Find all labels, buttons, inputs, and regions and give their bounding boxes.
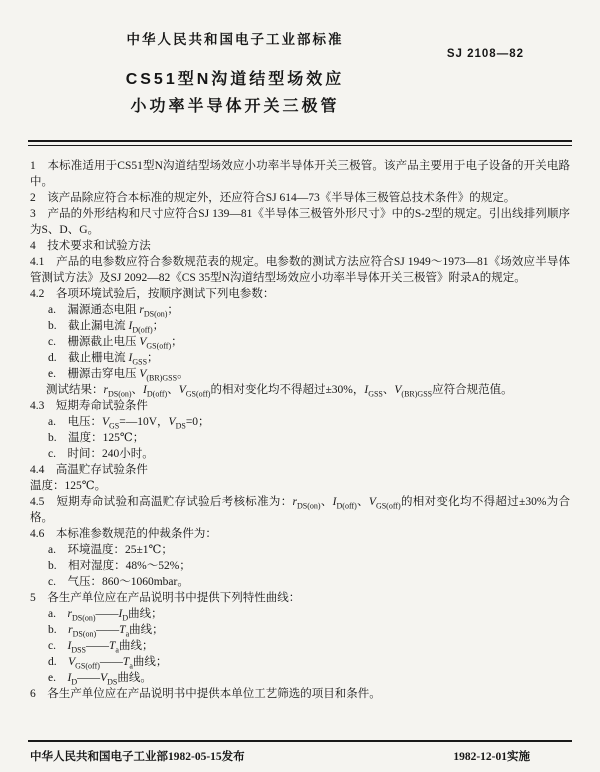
document-title-line2: 小功率半导体开关三极管: [130, 98, 340, 115]
clause-5: 5 各生产单位应在产品说明书中提供下列特性曲线：: [30, 592, 301, 604]
item-4-6-b: b. 相对湿度：48%～52%；: [48, 560, 191, 572]
header-rule-thick: [28, 140, 572, 142]
document-header: [0, 0, 600, 146]
header-rule: [28, 140, 572, 146]
document-title-block: [0, 66, 470, 120]
item-4-3-c: c. 时间：240小时。: [48, 448, 154, 460]
item-5-e: e. $I_D——V_{DS}$曲线。: [48, 672, 152, 687]
item-4-3-a: a. 电压：$V_{GS}=—10V$，$V_{DS}=0$；: [48, 416, 210, 431]
footer-row: [30, 748, 570, 764]
footer-rule: [28, 740, 572, 742]
clause-4: 4 技术要求和试验方法: [30, 240, 151, 252]
document-body: [0, 146, 600, 702]
item-5-d: d. $V_{GS(off)}——T_a$曲线；: [48, 656, 168, 671]
item-4-2-b: b. 截止漏电流 $I_{D(off)}$；: [48, 320, 165, 335]
clause-4-4-note: 温度：125℃。: [30, 480, 107, 492]
item-5-a: a. $r_{DS(on)}——I_D$曲线；: [48, 608, 163, 623]
clause-4-4: 4.4 高温贮存试验条件: [30, 464, 148, 476]
item-4-6-c: c. 气压：860～1060mbar。: [48, 576, 189, 588]
footer-effective-date: 1982-12-01实施: [453, 751, 530, 763]
item-5-c: c. $I_{DSS}——T_a$曲线；: [48, 640, 154, 655]
clause-4-3: 4.3 短期寿命试验条件: [30, 400, 148, 412]
document-title-line1: CS51型N沟道结型场效应: [125, 71, 345, 88]
clause-4-6: 4.6 本标准参数规范的仲裁条件为：: [30, 528, 217, 540]
item-4-2-a: a. 漏源通态电阻 $r_{DS(on)}$；: [48, 304, 179, 319]
clause-4-5: 4.5 短期寿命试验和高温贮存试验后考核标准为：$r_{DS(on)}$、$I_{D(off)}$、$V_{GS(off)}$的相对变化均不得超过±30%为合格。: [30, 496, 571, 524]
clause-1: 1 本标准适用于CS51型N沟道结型场效应小功率半导体开关三极管。该产品主要用于电子设备的开关电路中。: [30, 160, 570, 188]
item-4-2-e: e. 栅源击穿电压 $V_{(BR)GSS}$。: [48, 368, 189, 383]
item-4-2-c: c. 栅源截止电压 $V_{GS(off)}$；: [48, 336, 183, 351]
document-footer: [0, 740, 600, 764]
test-result-note: 测试结果：$r_{DS(on)}$、$I_{D(off)}$、$V_{GS(off)}$的相对变化均不得超过±30%，$I_{GSS}$、$V_{(BR)GSS}$应符合规范值。: [46, 384, 513, 399]
footer-issued-date: 中华人民共和国电子工业部1982-05-15发布: [30, 751, 245, 763]
clause-4-2: 4.2 各项环境试验后，按顺序测试下列电参数：: [30, 288, 275, 300]
clause-4-1: 4.1 产品的电参数应符合参数规范表的规定。电参数的测试方法应符合SJ 1949～1973—81《场效应半导体管测试方法》及SJ 2092—82《CS 35型N沟道结型场效应小功率半导体开关三极管》附录A的规定。: [30, 256, 570, 284]
clause-6: 6 各生产单位应在产品说明书中提供本单位工艺筛选的项目和条件。: [30, 688, 381, 700]
item-4-3-b: b. 温度：125℃；: [48, 432, 145, 444]
item-4-2-d: d. 截止栅电流 $I_{GSS}$；: [48, 352, 159, 367]
header-rule-thin: [28, 145, 572, 146]
clause-2: 2 该产品除应符合本标准的规定外，还应符合SJ 614—73《半导体三极管总技术条件》的规定。: [30, 192, 516, 204]
clause-3: 3 产品的外形结构和尺寸应符合SJ 139—81《半导体三极管外形尺寸》中的S-2型的规定。引出线排列顺序为S、D、G。: [30, 208, 570, 236]
item-5-b: b. $r_{DS(on)}——T_a$曲线；: [48, 624, 164, 639]
item-4-6-a: a. 环境温度：25±1℃；: [48, 544, 173, 556]
standard-org-title: 中华人民共和国电子工业部标准: [126, 32, 344, 47]
standard-number: SJ 2108—82: [446, 48, 524, 60]
